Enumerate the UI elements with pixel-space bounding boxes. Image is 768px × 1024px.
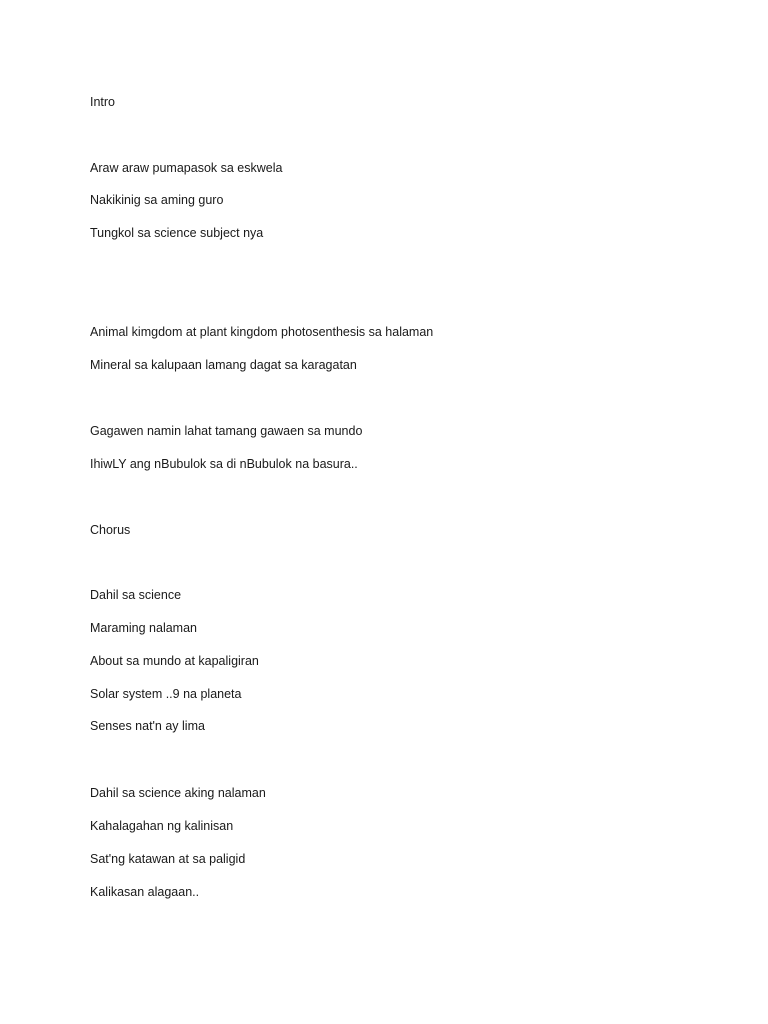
lyric-line: Gagawen namin lahat tamang gawaen sa mundo: [90, 424, 363, 438]
lyric-line: Sat'ng katawan at sa paligid: [90, 852, 246, 866]
lyric-line: Kalikasan alagaan..: [90, 885, 200, 899]
lyric-line: Senses nat'n ay lima: [90, 719, 205, 733]
lyric-line: Kahalagahan ng kalinisan: [90, 819, 234, 833]
lyric-line: Maraming nalaman: [90, 621, 197, 635]
lyric-line: Tungkol sa science subject nya: [90, 226, 264, 240]
lyric-line: Animal kimgdom at plant kingdom photosenthesis sa halaman: [90, 325, 434, 339]
lyric-line: Dahil sa science aking nalaman: [90, 786, 266, 800]
lyric-line: Araw araw pumapasok sa eskwela: [90, 161, 283, 175]
lyric-line: Nakikinig sa aming guro: [90, 193, 224, 207]
lyric-line: About sa mundo at kapaligiran: [90, 654, 259, 668]
lyric-line: Solar system ..9 na planeta: [90, 687, 242, 701]
lyric-line: IhiwLY ang nBubulok sa di nBubulok na basura..: [90, 457, 358, 471]
lyric-line: Dahil sa science: [90, 588, 182, 602]
lyric-line: Mineral sa kalupaan lamang dagat sa karagatan: [90, 358, 357, 372]
section-heading-intro: Intro: [90, 95, 116, 109]
section-heading-chorus: Chorus: [90, 523, 131, 537]
